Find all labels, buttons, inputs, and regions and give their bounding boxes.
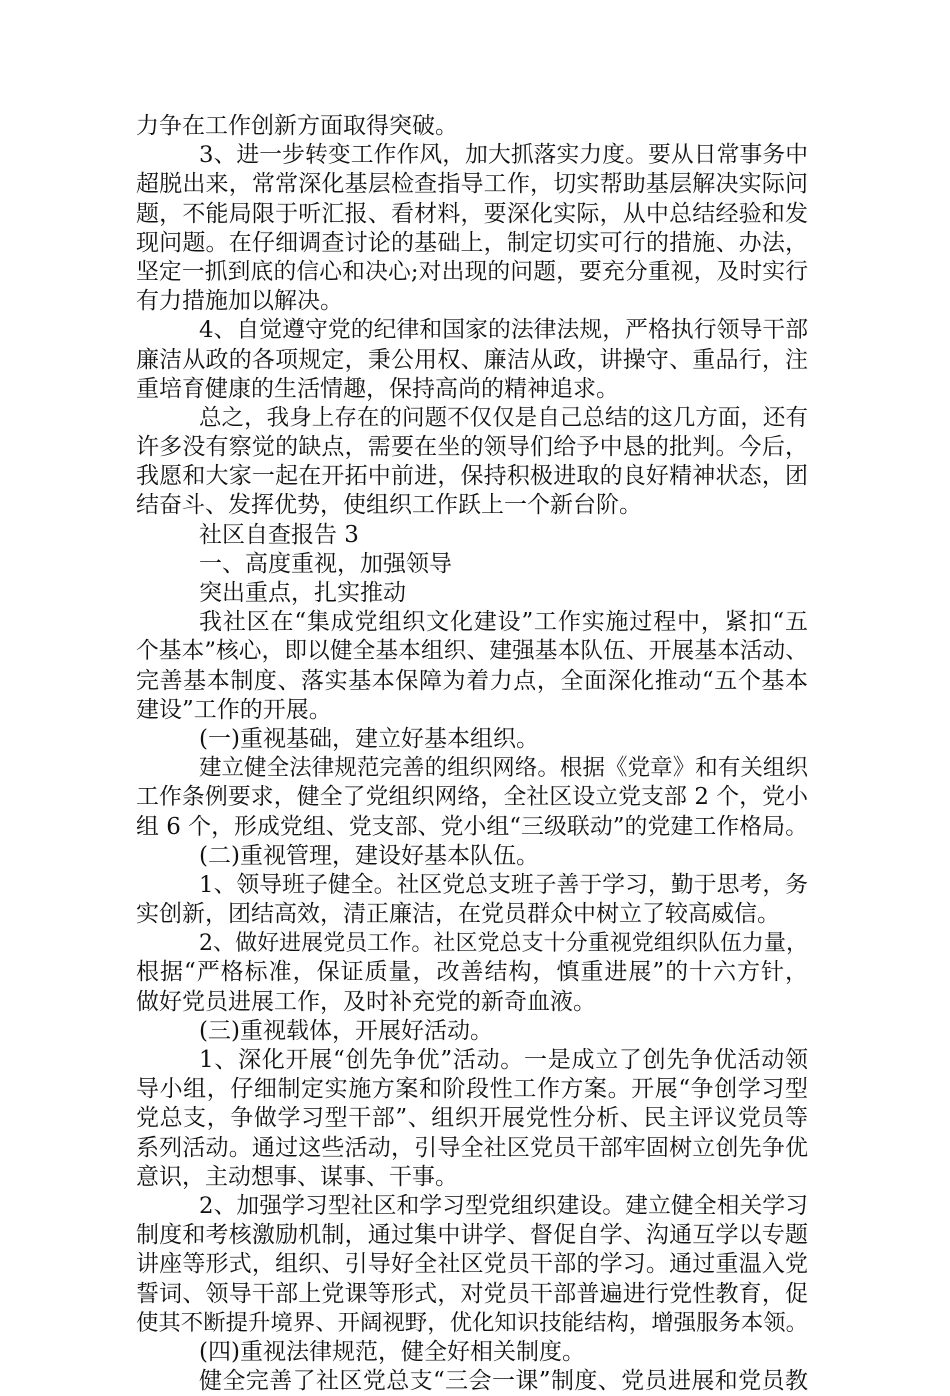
- text-line: 社区自查报告 3: [199, 521, 359, 548]
- text-line: 力争在工作创新方面取得突破。: [136, 113, 458, 139]
- text-line: 有力措施加以解决。: [136, 288, 343, 315]
- text-line: 组 6 个，形成党组、党支部、党小组“三级联动”的党建工作格局。: [136, 813, 808, 840]
- text-line: 题，不能局限于听汇报、看材料，要深化实际，从中总结经验和发: [136, 200, 808, 227]
- text-line: 2、做好进展党员工作。社区党总支十分重视党组织队伍力量，: [199, 931, 808, 957]
- text-line: 讲座等形式，组织、引导好全社区党员干部的学习。通过重温入党: [136, 1251, 808, 1278]
- text-line: 健全完善了社区党总支“三会一课”制度、党员进展和党员教: [199, 1368, 808, 1395]
- text-line: 突出重点，扎实推动: [199, 580, 406, 606]
- text-line: 党总支，争做学习型干部”、组织开展党性分析、民主评议党员等: [136, 1105, 808, 1132]
- text-line: 做好党员进展工作，及时补充党的新奇血液。: [136, 988, 596, 1015]
- text-line: (二)重视管理，建设好基本队伍。: [199, 842, 539, 869]
- text-line: 我愿和大家一起在开拓中前进，保持积极进取的良好精神状态，团: [136, 463, 808, 490]
- text-line: 一、高度重视，加强领导: [199, 550, 452, 577]
- text-line: 1、深化开展“创先争优”活动。一是成立了创先争优活动领: [199, 1047, 808, 1073]
- text-line: 许多没有察觉的缺点，需要在坐的领导们给予中恳的批判。今后，: [136, 434, 808, 461]
- text-line: 誓词、领导干部上党课等形式，对党员干部普遍进行党性教育，促: [136, 1280, 808, 1307]
- text-line: 根据“严格标准，保证质量，改善结构，慎重进展”的十六方针，: [136, 959, 808, 986]
- text-line: (一)重视基础，建立好基本组织。: [199, 725, 539, 752]
- text-line: 完善基本制度、落实基本保障为着力点，全面深化推动“五个基本: [136, 667, 808, 694]
- text-line: 实创新，团结高效，清正廉洁，在党员群众中树立了较高威信。: [136, 901, 780, 928]
- text-line: 系列活动。通过这些活动，引导全社区党员干部牢固树立创先争优: [136, 1134, 808, 1161]
- text-line: 结奋斗、发挥优势，使组织工作跃上一个新台阶。: [136, 492, 642, 519]
- text-line: 建设”工作的开展。: [136, 696, 332, 723]
- text-line: (三)重视载体，开展好活动。: [199, 1017, 493, 1044]
- text-line: (四)重视法律规范，健全好相关制度。: [199, 1338, 585, 1365]
- text-line: 坚定一抓到底的信心和决心;对出现的问题，要充分重视，及时实行: [136, 258, 808, 285]
- text-line: 导小组，仔细制定实施方案和阶段性工作方案。开展“争创学习型: [136, 1076, 808, 1103]
- text-line: 工作条例要求，健全了党组织网络，全社区设立党支部 2 个，党小: [136, 784, 808, 811]
- text-line: 重培育健康的生活情趣，保持高尚的精神追求。: [136, 375, 619, 402]
- text-line: 1、领导班子健全。社区党总支班子善于学习，勤于思考，务: [199, 871, 808, 898]
- text-line: 4、自觉遵守党的纪律和国家的法律法规，严格执行领导干部: [199, 317, 808, 344]
- text-line: 现问题。在仔细调查讨论的基础上，制定切实可行的措施、办法，: [136, 229, 808, 256]
- text-line: 使其不断提升境界、开阔视野，优化知识技能结构，增强服务本领。: [136, 1309, 808, 1336]
- text-line: 2、加强学习型社区和学习型党组织建设。建立健全相关学习: [199, 1192, 808, 1219]
- text-line: 总之，我身上存在的问题不仅仅是自己总结的这几方面，还有: [199, 404, 808, 431]
- document-body: [136, 112, 808, 1396]
- text-line: 制度和考核激励机制，通过集中讲学、督促自学、沟通互学以专题: [136, 1222, 808, 1249]
- text-line: 我社区在“集成党组织文化建设”工作实施过程中，紧扣“五: [199, 609, 808, 636]
- text-line: 意识，主动想事、谋事、干事。: [136, 1163, 458, 1190]
- text-line: 个基本”核心，即以健全基本组织、建强基本队伍、开展基本活动、: [136, 638, 808, 665]
- text-line: 3、进一步转变工作作风，加大抓落实力度。要从日常事务中: [199, 142, 808, 169]
- text-line: 廉洁从政的各项规定，秉公用权、廉洁从政，讲操守、重品行，注: [136, 346, 808, 373]
- text-line: 建立健全法律规范完善的组织网络。根据《党章》和有关组织: [199, 755, 808, 782]
- text-line: 超脱出来，常常深化基层检查指导工作，切实帮助基层解决实际问: [136, 171, 808, 198]
